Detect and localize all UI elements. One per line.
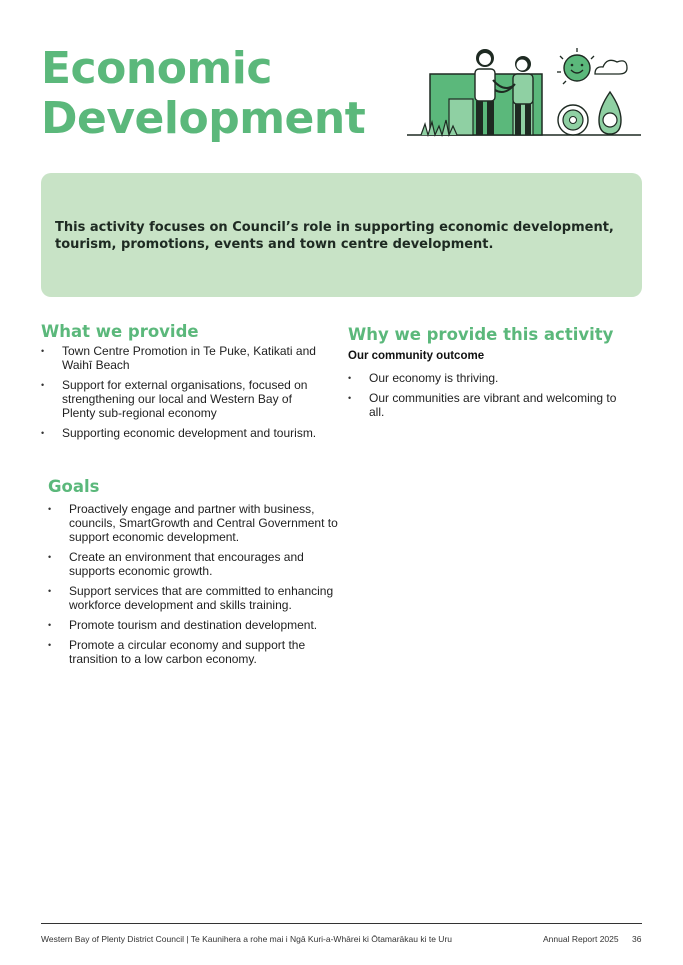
what-we-provide-list [41,344,326,446]
page-title-line-1: Economic [41,43,272,94]
why-heading: Why we provide this activity [348,325,614,344]
what-we-provide-heading: What we provide [41,322,199,341]
intro-panel [41,173,642,297]
page-title-line-2: Development [41,93,366,144]
list-item: • Town Centre Promotion in Te Puke, Katikati and Waihī Beach [41,344,326,372]
list-item: • Promote tourism and destination development. [48,618,338,632]
list-item: • Our communities are vibrant and welcoming to all. [348,391,633,419]
footer-report-name: Annual Report 2025 [543,934,619,944]
footer-divider [41,923,642,924]
community-outcome-subheading: Our community outcome [348,350,485,362]
goals-heading: Goals [48,477,100,496]
intro-text: This activity focuses on Council’s role in supporting economic development, tourism, promotions, events and town centre development. [55,220,614,252]
list-item: • Promote a circular economy and support the transition to a low carbon economy. [48,638,338,666]
footer-organisation: Western Bay of Plenty District Council | Te Kaunihera a rohe mai i Ngā Kuri-a-Whārei ki Ōtamarākau ki te Uru [41,934,453,944]
list-item: • Create an environment that encourages and supports economic growth. [48,550,338,578]
list-item: • Support services that are committed to enhancing workforce development and skills training. [48,584,338,612]
list-item: • Supporting economic development and tourism. [41,426,326,440]
page-title [41,44,365,144]
why-list [348,371,633,425]
goals-list [48,502,338,672]
list-item: • Our economy is thriving. [348,371,633,385]
list-item: • Support for external organisations, focused on strengthening our local and Western Bay of Plenty sub-regional economy [41,378,326,420]
handshake-illustration-icon [405,44,643,140]
list-item: • Proactively engage and partner with business, councils, SmartGrowth and Central Government to support economic development. [48,502,338,544]
page-number: 36 [632,934,642,944]
